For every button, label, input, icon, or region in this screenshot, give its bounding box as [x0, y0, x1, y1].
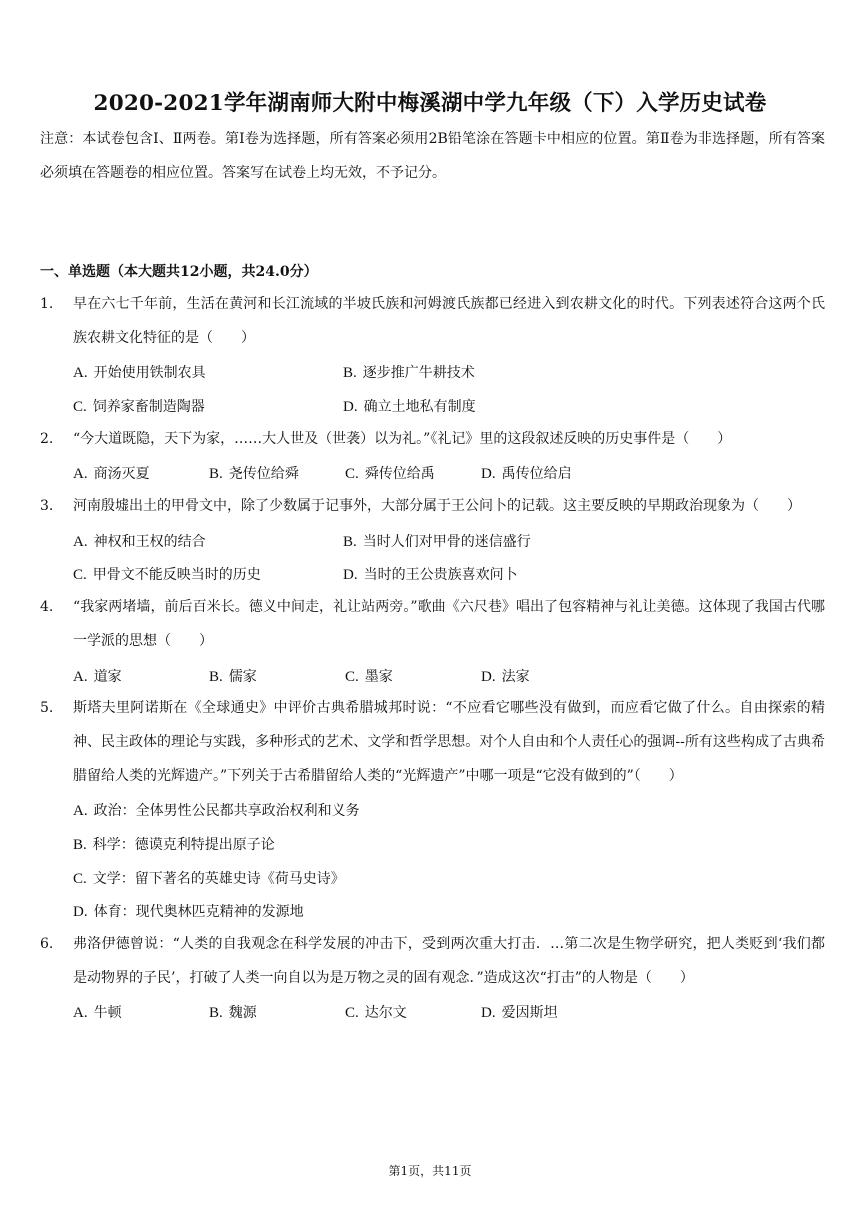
question-text: 早在六七千年前，生活在黄河和长江流域的半坡氏族和河姆渡氏族都已经进入到农耕文化的时代。下列表述符合这两个氏族农耕文化特征的是（ ） [73, 296, 825, 346]
option-b: B. 尧传位给舜 [209, 466, 299, 483]
option-c: C. 墨家 [345, 668, 393, 685]
option-d: D. 禹传位给启 [481, 466, 572, 483]
option-a: A. 开始使用铁制农具 [73, 365, 206, 382]
options [40, 996, 825, 1030]
question-5 [40, 692, 825, 928]
question-6 [40, 928, 825, 1029]
question-text: “我家两堵墙，前后百米长。德义中间走，礼让站两旁。”歌曲《六尺巷》唱出了包容精神与礼让美德。这体现了我国古代哪一学派的思想（ ） [73, 599, 825, 649]
options [40, 355, 825, 422]
option-c: C. 文学：留下著名的英雄史诗《荷马史诗》 [73, 870, 345, 887]
option-a: A. 神权和王权的结合 [73, 533, 206, 550]
question-text: 斯塔夫里阿诺斯在《全球通史》中评价古典希腊城邦时说：“不应看它哪些没有做到，而应看它做了什么。自由探索的精神、民主政体的理论与实践，多种形式的艺术、文学和哲学思想。对个人自由和个人责任心的强调--所有这些构成了古典希腊留给人类的光辉遗产。”下列关于古希腊留给人类的“光辉遗产”中哪一项是“它没有做到的”（ ） [73, 700, 825, 784]
option-d: D. 体育：现代奥林匹克精神的发源地 [73, 904, 304, 921]
question-number: 1. [40, 296, 54, 312]
question-number: 4. [40, 599, 54, 616]
option-c: C. 饲养家畜制造陶器 [73, 398, 205, 415]
options [40, 659, 825, 693]
question-4 [40, 591, 825, 692]
question-number: 3. [40, 498, 54, 515]
option-b: B. 科学：德谟克利特提出原子论 [73, 836, 275, 853]
question-number: 6. [40, 936, 54, 953]
question-list [40, 288, 825, 1029]
question-stem [40, 692, 825, 793]
question-stem [40, 288, 825, 355]
question-stem [40, 423, 825, 457]
question-stem [40, 490, 825, 524]
option-b: B. 逐步推广牛耕技术 [343, 365, 475, 382]
option-b: B. 魏源 [209, 1005, 257, 1022]
option-d: D. 当时的王公贵族喜欢问卜 [343, 567, 518, 584]
question-2 [40, 423, 825, 490]
question-stem [40, 591, 825, 658]
options [40, 793, 825, 928]
question-stem [40, 928, 825, 995]
exam-title: 2020-2021学年湖南师大附中梅溪湖中学九年级（下）入学历史试卷 [93, 91, 767, 116]
option-c: C. 甲骨文不能反映当时的历史 [73, 567, 261, 584]
option-d: D. 确立土地私有制度 [343, 398, 476, 415]
options [40, 524, 825, 591]
option-d: D. 爱因斯坦 [481, 1005, 558, 1022]
option-a: A. 牛顿 [73, 1005, 122, 1022]
question-text: “今大道既隐，天下为家，……大人世及（世袭）以为礼。”《礼记》里的这段叙述反映的历史事件是（ ） [73, 430, 732, 447]
page-footer: 第1页，共11页 [388, 1164, 472, 1178]
section-heading: 一、单选题（本大题共12小题，共24.0分） [40, 264, 318, 280]
question-3 [40, 490, 825, 591]
option-a: A. 道家 [73, 668, 122, 685]
exam-notice: 注意：本试卷包含Ⅰ、Ⅱ两卷。第Ⅰ卷为选择题，所有答案必须用2B铅笔涂在答题卡中相应的位置。第Ⅱ卷为非选择题，所有答案必须填在答题卷的相应位置。答案写在试卷上均无效，不予记分。 [40, 131, 825, 181]
option-b: B. 儒家 [209, 668, 257, 685]
question-number: 5. [40, 700, 54, 717]
question-text: 河南殷墟出土的甲骨文中，除了少数属于记事外，大部分属于王公问卜的记载。这主要反映的早期政治现象为（ ） [73, 498, 801, 515]
question-number: 2. [40, 430, 54, 447]
option-c: C. 达尔文 [345, 1005, 407, 1022]
question-1 [40, 288, 825, 423]
question-text: 弗洛伊德曾说：“人类的自我观念在科学发展的冲击下，受到两次重大打击．…第二次是生物学研究，把人类贬到‘我们都是动物界的子民’，打破了人类一向自以为是万物之灵的固有观念．”造成这次“打击”的人物是（ ） [73, 936, 825, 986]
option-d: D. 法家 [481, 668, 530, 685]
option-a: A. 商汤灭夏 [73, 466, 150, 483]
options [40, 456, 825, 490]
option-a: A. 政治：全体男性公民都共享政治权利和义务 [73, 803, 360, 820]
option-b: B. 当时人们对甲骨的迷信盛行 [343, 533, 531, 550]
option-c: C. 舜传位给禹 [345, 466, 435, 483]
